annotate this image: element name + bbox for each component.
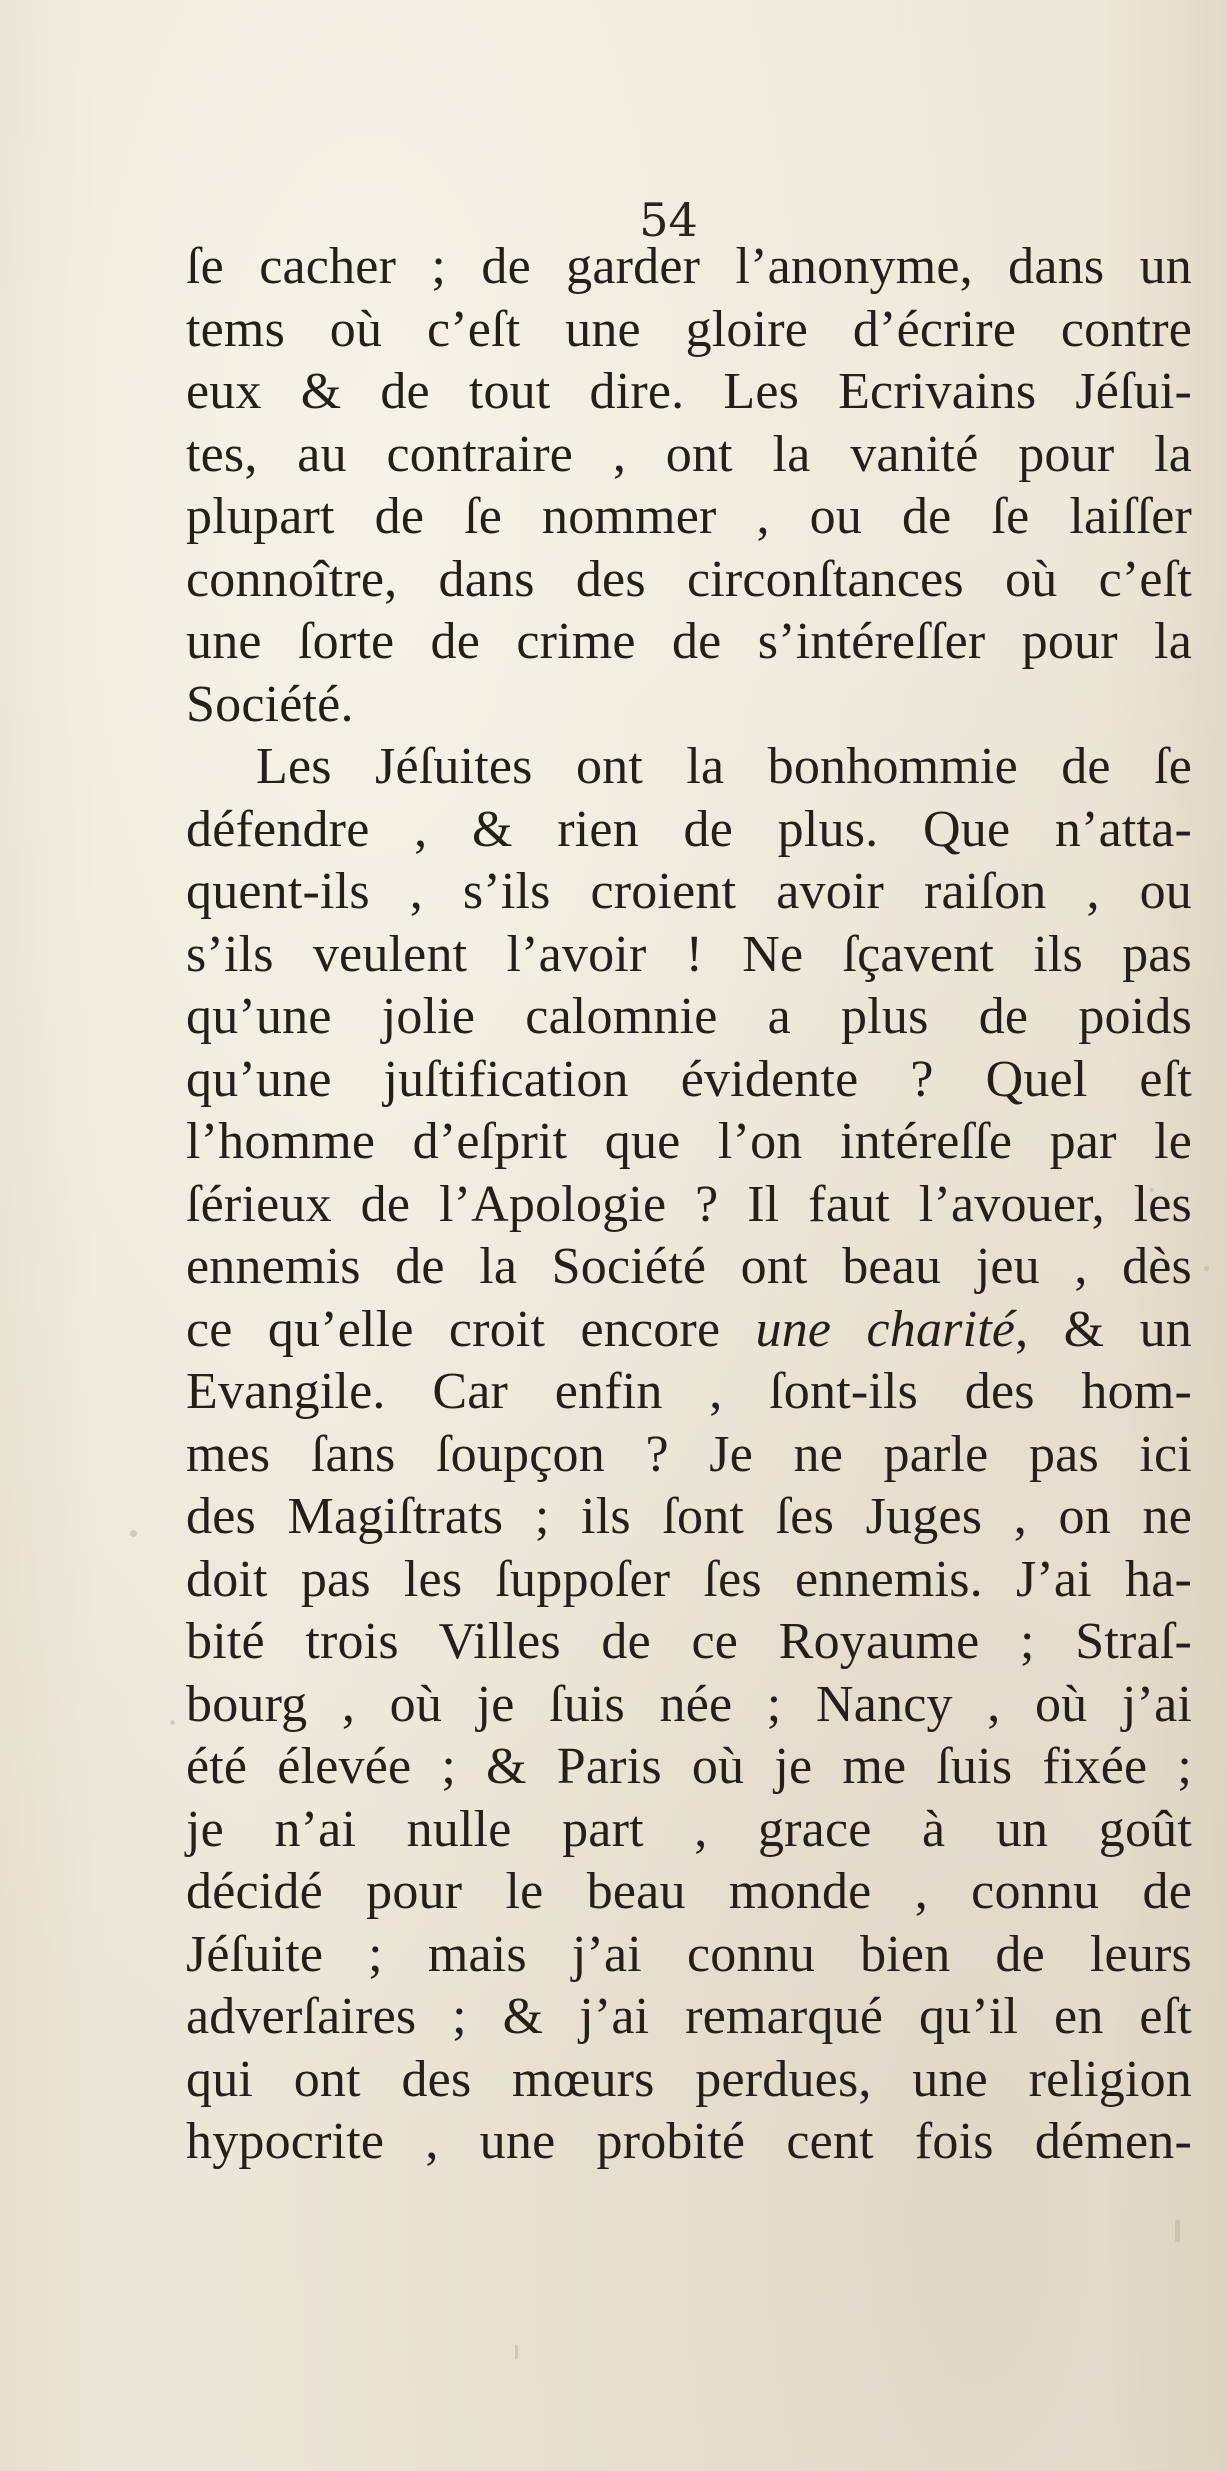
text-line: été élevée ; & Paris où je me ſuis fixée ; bbox=[186, 1738, 1192, 1795]
text-line: doit pas les ſuppoſer ſes ennemis. J’ai ha- bbox=[186, 1550, 1192, 1608]
text-line: bité trois Villes de ce Royaume ; Straſ- bbox=[186, 1613, 1192, 1670]
text-line: plupart de ſe nommer , ou de ſe laiſſer bbox=[186, 488, 1192, 545]
text-line: l’homme d’eſprit que l’on intéreſſe par le bbox=[186, 1113, 1192, 1170]
paragraph-start-line: Les Jéſuites ont la bonhommie de ſe bbox=[256, 738, 1192, 795]
text-line: qu’une jolie calomnie a plus de poids bbox=[186, 988, 1192, 1045]
text-line: connoître, dans des circonſtances où c’eſt bbox=[186, 550, 1192, 608]
text-line: décidé pour le beau monde , connu de bbox=[186, 1863, 1192, 1920]
text-line: Société. bbox=[186, 675, 354, 733]
page-number: 54 bbox=[639, 193, 698, 247]
text-line: Evangile. Car enfin , ſont-ils des hom- bbox=[186, 1363, 1192, 1420]
text-line: Jéſuite ; mais j’ai connu bien de leurs bbox=[186, 1925, 1192, 1983]
italic-phrase: une charité bbox=[755, 1300, 1016, 1358]
text-line: qui ont des mœurs perdues, une religion bbox=[186, 2050, 1192, 2108]
text-segment: , & un bbox=[1015, 1300, 1192, 1358]
paper-stain bbox=[1204, 1266, 1209, 1271]
text-line: s’ils veulent l’avoir ! Ne ſçavent ils pas bbox=[186, 925, 1192, 983]
text-segment: ce qu’elle croit encore bbox=[186, 1300, 756, 1358]
text-line: ſérieux de l’Apologie ? Il faut l’avouer, les bbox=[186, 1175, 1192, 1233]
paper-stain bbox=[1175, 2220, 1180, 2242]
text-line: je n’ai nulle part , grace à un goût bbox=[186, 1800, 1192, 1858]
text-line: bourg , où je ſuis née ; Nancy , où j’ai bbox=[186, 1675, 1192, 1733]
text-line-with-italic bbox=[186, 1299, 1192, 1362]
text-line: mes ſans ſoupçon ? Je ne parle pas ici bbox=[186, 1425, 1192, 1483]
text-line: tes, au contraire , ont la vanité pour la bbox=[186, 425, 1192, 483]
text-line: quent-ils , s’ils croient avoir raiſon , ou bbox=[186, 863, 1192, 920]
text-line: adverſaires ; & j’ai remarqué qu’il en eſt bbox=[186, 1988, 1192, 2045]
paper-stain bbox=[130, 1530, 137, 1537]
text-line: ſe cacher ; de garder l’anonyme, dans un bbox=[186, 238, 1192, 295]
text-line: défendre , & rien de plus. Que n’atta- bbox=[186, 800, 1192, 858]
text-line: ennemis de la Société ont beau jeu , dès bbox=[186, 1238, 1192, 1295]
text-line: hypocrite , une probité cent fois démen- bbox=[186, 2113, 1192, 2170]
text-line: qu’une juſtification évidente ? Quel eſt bbox=[186, 1050, 1192, 1108]
paper-stain bbox=[170, 1720, 175, 1725]
text-line: une ſorte de crime de s’intéreſſer pour la bbox=[186, 613, 1192, 670]
body-text bbox=[186, 236, 1192, 2174]
paper-stain bbox=[515, 2345, 518, 2359]
text-line: des Magiſtrats ; ils ſont ſes Juges , on ne bbox=[186, 1488, 1192, 1545]
text-line: tems où c’eſt une gloire d’écrire contre bbox=[186, 300, 1192, 358]
text-line: eux & de tout dire. Les Ecrivains Jéſui- bbox=[186, 363, 1192, 420]
